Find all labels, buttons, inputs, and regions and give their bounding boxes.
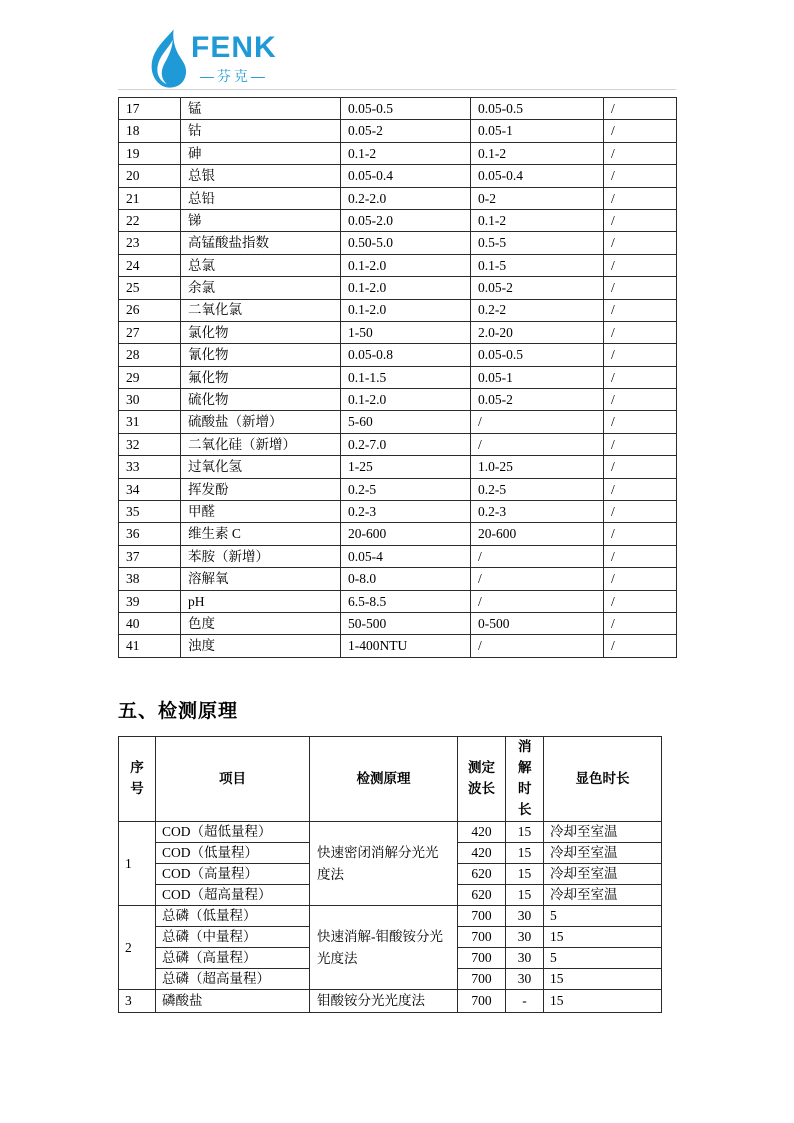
parameter-name: 浊度 bbox=[181, 635, 341, 657]
range-secondary: 2.0-20 bbox=[471, 321, 604, 343]
wavelength-value: 700 bbox=[458, 927, 506, 948]
range-secondary: 0-500 bbox=[471, 612, 604, 634]
wavelength-value: 700 bbox=[458, 906, 506, 927]
range-primary: 50-500 bbox=[341, 612, 471, 634]
principle: 快速消解-钼酸铵分光光度法 bbox=[310, 906, 458, 990]
note: / bbox=[604, 612, 677, 634]
row-number: 35 bbox=[119, 501, 181, 523]
range-primary: 1-400NTU bbox=[341, 635, 471, 657]
table-row bbox=[119, 990, 662, 1013]
principle-table-body bbox=[119, 822, 662, 1013]
parameter-name: 硫酸盐（新增） bbox=[181, 411, 341, 433]
range-primary: 0.1-2.0 bbox=[341, 254, 471, 276]
range-primary: 0.1-2 bbox=[341, 142, 471, 164]
table-row bbox=[119, 523, 677, 545]
header-principle: 检测原理 bbox=[310, 737, 458, 822]
wavelength-value: 700 bbox=[458, 969, 506, 990]
parameter-name: 溶解氧 bbox=[181, 568, 341, 590]
note: / bbox=[604, 411, 677, 433]
parameter-name: 余氯 bbox=[181, 277, 341, 299]
range-table-body bbox=[119, 98, 677, 658]
color-time-value: 冷却至室温 bbox=[544, 885, 662, 906]
note: / bbox=[604, 209, 677, 231]
row-number: 23 bbox=[119, 232, 181, 254]
row-number: 36 bbox=[119, 523, 181, 545]
item-name: COD（超低量程） bbox=[156, 822, 310, 843]
wavelength-value: 620 bbox=[458, 864, 506, 885]
note: / bbox=[604, 389, 677, 411]
note: / bbox=[604, 142, 677, 164]
parameter-name: 硫化物 bbox=[181, 389, 341, 411]
group-number: 1 bbox=[119, 822, 156, 906]
wavelength-value: 420 bbox=[458, 822, 506, 843]
range-primary: 0.1-2.0 bbox=[341, 299, 471, 321]
digestion-time-value: 15 bbox=[506, 843, 544, 864]
range-secondary: 20-600 bbox=[471, 523, 604, 545]
row-number: 18 bbox=[119, 120, 181, 142]
note: / bbox=[604, 478, 677, 500]
note: / bbox=[604, 120, 677, 142]
note: / bbox=[604, 187, 677, 209]
range-secondary: 0-2 bbox=[471, 187, 604, 209]
table-row bbox=[119, 187, 677, 209]
table-row bbox=[119, 366, 677, 388]
color-time-value: 15 bbox=[544, 927, 662, 948]
range-secondary: 0.05-1 bbox=[471, 120, 604, 142]
row-number: 32 bbox=[119, 433, 181, 455]
table-row bbox=[119, 344, 677, 366]
parameter-name: 锑 bbox=[181, 209, 341, 231]
parameter-name: 高锰酸盐指数 bbox=[181, 232, 341, 254]
item-name: COD（超高量程） bbox=[156, 885, 310, 906]
range-primary: 20-600 bbox=[341, 523, 471, 545]
parameter-name: 氯化物 bbox=[181, 321, 341, 343]
parameter-name: 总银 bbox=[181, 165, 341, 187]
brand-name: FENK bbox=[191, 30, 277, 64]
note: / bbox=[604, 98, 677, 120]
row-number: 29 bbox=[119, 366, 181, 388]
item-name: 总磷（高量程） bbox=[156, 948, 310, 969]
table-row bbox=[119, 906, 662, 927]
row-number: 31 bbox=[119, 411, 181, 433]
principle: 快速密闭消解分光光度法 bbox=[310, 822, 458, 906]
range-primary: 0.1-2.0 bbox=[341, 389, 471, 411]
row-number: 34 bbox=[119, 478, 181, 500]
note: / bbox=[604, 433, 677, 455]
range-primary: 5-60 bbox=[341, 411, 471, 433]
row-number: 25 bbox=[119, 277, 181, 299]
parameter-name: 氟化物 bbox=[181, 366, 341, 388]
row-number: 39 bbox=[119, 590, 181, 612]
table-row bbox=[119, 590, 677, 612]
item-name: 总磷（低量程） bbox=[156, 906, 310, 927]
range-secondary: 0.1-5 bbox=[471, 254, 604, 276]
wavelength-value: 700 bbox=[458, 948, 506, 969]
row-number: 20 bbox=[119, 165, 181, 187]
digestion-time-value: 30 bbox=[506, 948, 544, 969]
table-row bbox=[119, 635, 677, 657]
table-row bbox=[119, 568, 677, 590]
range-secondary: / bbox=[471, 568, 604, 590]
row-number: 27 bbox=[119, 321, 181, 343]
item-name: COD（低量程） bbox=[156, 843, 310, 864]
row-number: 41 bbox=[119, 635, 181, 657]
note: / bbox=[604, 590, 677, 612]
parameter-name: 甲醛 bbox=[181, 501, 341, 523]
parameter-name: 色度 bbox=[181, 612, 341, 634]
parameter-name: 砷 bbox=[181, 142, 341, 164]
range-secondary: 0.05-0.5 bbox=[471, 98, 604, 120]
range-primary: 0.05-2.0 bbox=[341, 209, 471, 231]
table-row bbox=[119, 389, 677, 411]
note: / bbox=[604, 523, 677, 545]
color-time-value: 冷却至室温 bbox=[544, 822, 662, 843]
range-primary: 0.2-3 bbox=[341, 501, 471, 523]
note: / bbox=[604, 165, 677, 187]
range-secondary: / bbox=[471, 433, 604, 455]
table-row bbox=[119, 142, 677, 164]
table-row bbox=[119, 478, 677, 500]
row-number: 22 bbox=[119, 209, 181, 231]
parameter-name: pH bbox=[181, 590, 341, 612]
table-row bbox=[119, 299, 677, 321]
parameter-name: 氰化物 bbox=[181, 344, 341, 366]
range-primary: 0.2-2.0 bbox=[341, 187, 471, 209]
range-secondary: 0.5-5 bbox=[471, 232, 604, 254]
group-number: 2 bbox=[119, 906, 156, 990]
wavelength-value: 700 bbox=[458, 990, 506, 1013]
digestion-time-value: 15 bbox=[506, 822, 544, 843]
header-digestion-time: 消解时长 bbox=[506, 737, 544, 822]
range-secondary: 0.05-0.5 bbox=[471, 344, 604, 366]
item-name: 磷酸盐 bbox=[156, 990, 310, 1013]
row-number: 37 bbox=[119, 545, 181, 567]
brand-name-chinese: —芬克— bbox=[199, 67, 268, 84]
row-number: 30 bbox=[119, 389, 181, 411]
header-color-time: 显色时长 bbox=[544, 737, 662, 822]
range-secondary: 1.0-25 bbox=[471, 456, 604, 478]
range-secondary: / bbox=[471, 545, 604, 567]
note: / bbox=[604, 299, 677, 321]
range-primary: 0.2-5 bbox=[341, 478, 471, 500]
note: / bbox=[604, 635, 677, 657]
row-number: 24 bbox=[119, 254, 181, 276]
row-number: 19 bbox=[119, 142, 181, 164]
detection-principle-table bbox=[118, 736, 662, 1013]
range-primary: 0.05-0.5 bbox=[341, 98, 471, 120]
note: / bbox=[604, 344, 677, 366]
row-number: 33 bbox=[119, 456, 181, 478]
digestion-time-value: - bbox=[506, 990, 544, 1013]
digestion-time-value: 15 bbox=[506, 885, 544, 906]
item-name: 总磷（超高量程） bbox=[156, 969, 310, 990]
table-row bbox=[119, 98, 677, 120]
row-number: 40 bbox=[119, 612, 181, 634]
header-item: 项目 bbox=[156, 737, 310, 822]
parameter-name: 锰 bbox=[181, 98, 341, 120]
parameter-name: 二氧化氯 bbox=[181, 299, 341, 321]
item-name: COD（高量程） bbox=[156, 864, 310, 885]
range-secondary: 0.1-2 bbox=[471, 142, 604, 164]
page-break-artifact-line bbox=[118, 89, 676, 90]
parameter-name: 挥发酚 bbox=[181, 478, 341, 500]
water-drop-icon bbox=[145, 28, 187, 90]
range-secondary: 0.05-2 bbox=[471, 389, 604, 411]
range-primary: 1-50 bbox=[341, 321, 471, 343]
range-secondary: / bbox=[471, 635, 604, 657]
color-time-value: 5 bbox=[544, 906, 662, 927]
range-primary: 0.1-1.5 bbox=[341, 366, 471, 388]
range-secondary: / bbox=[471, 411, 604, 433]
note: / bbox=[604, 277, 677, 299]
table-row bbox=[119, 822, 662, 843]
color-time-value: 冷却至室温 bbox=[544, 843, 662, 864]
table-row bbox=[119, 120, 677, 142]
parameter-name: 钴 bbox=[181, 120, 341, 142]
range-secondary: 0.2-5 bbox=[471, 478, 604, 500]
range-secondary: / bbox=[471, 590, 604, 612]
digestion-time-value: 30 bbox=[506, 927, 544, 948]
range-secondary: 0.2-3 bbox=[471, 501, 604, 523]
digestion-time-value: 30 bbox=[506, 906, 544, 927]
note: / bbox=[604, 254, 677, 276]
range-secondary: 0.05-2 bbox=[471, 277, 604, 299]
range-primary: 0.1-2.0 bbox=[341, 277, 471, 299]
note: / bbox=[604, 501, 677, 523]
header-row bbox=[119, 737, 662, 822]
table-row bbox=[119, 612, 677, 634]
parameter-name: 过氧化氢 bbox=[181, 456, 341, 478]
range-primary: 0.50-5.0 bbox=[341, 232, 471, 254]
range-secondary: 0.2-2 bbox=[471, 299, 604, 321]
row-number: 26 bbox=[119, 299, 181, 321]
range-primary: 0.05-2 bbox=[341, 120, 471, 142]
range-primary: 1-25 bbox=[341, 456, 471, 478]
range-primary: 6.5-8.5 bbox=[341, 590, 471, 612]
row-number: 21 bbox=[119, 187, 181, 209]
logo-text bbox=[191, 30, 277, 86]
range-secondary: 0.05-1 bbox=[471, 366, 604, 388]
table-row bbox=[119, 501, 677, 523]
fenk-logo bbox=[145, 28, 277, 90]
table-row bbox=[119, 545, 677, 567]
item-name: 总磷（中量程） bbox=[156, 927, 310, 948]
color-time-value: 15 bbox=[544, 969, 662, 990]
table-row bbox=[119, 321, 677, 343]
parameter-name: 二氧化硅（新增） bbox=[181, 433, 341, 455]
measurement-range-table bbox=[118, 97, 677, 658]
note: / bbox=[604, 568, 677, 590]
range-primary: 0.05-0.4 bbox=[341, 165, 471, 187]
parameter-name: 维生素 C bbox=[181, 523, 341, 545]
principle-table-header bbox=[119, 737, 662, 822]
note: / bbox=[604, 232, 677, 254]
digestion-time-value: 30 bbox=[506, 969, 544, 990]
table-row bbox=[119, 165, 677, 187]
header-serial-number: 序号 bbox=[119, 737, 156, 822]
range-primary: 0.2-7.0 bbox=[341, 433, 471, 455]
parameter-name: 总氯 bbox=[181, 254, 341, 276]
range-secondary: 0.1-2 bbox=[471, 209, 604, 231]
principle: 钼酸铵分光光度法 bbox=[310, 990, 458, 1013]
table-row bbox=[119, 456, 677, 478]
table-row bbox=[119, 433, 677, 455]
digestion-time-value: 15 bbox=[506, 864, 544, 885]
parameter-name: 苯胺（新增） bbox=[181, 545, 341, 567]
row-number: 17 bbox=[119, 98, 181, 120]
wavelength-value: 620 bbox=[458, 885, 506, 906]
range-primary: 0.05-0.8 bbox=[341, 344, 471, 366]
table-row bbox=[119, 411, 677, 433]
parameter-name: 总铅 bbox=[181, 187, 341, 209]
note: / bbox=[604, 545, 677, 567]
color-time-value: 冷却至室温 bbox=[544, 864, 662, 885]
table-row bbox=[119, 254, 677, 276]
range-primary: 0.05-4 bbox=[341, 545, 471, 567]
color-time-value: 5 bbox=[544, 948, 662, 969]
table-row bbox=[119, 209, 677, 231]
section-title: 五、检测原理 bbox=[118, 701, 239, 722]
wavelength-value: 420 bbox=[458, 843, 506, 864]
group-number: 3 bbox=[119, 990, 156, 1013]
row-number: 28 bbox=[119, 344, 181, 366]
range-primary: 0-8.0 bbox=[341, 568, 471, 590]
range-secondary: 0.05-0.4 bbox=[471, 165, 604, 187]
note: / bbox=[604, 366, 677, 388]
note: / bbox=[604, 456, 677, 478]
note: / bbox=[604, 321, 677, 343]
table-row bbox=[119, 232, 677, 254]
row-number: 38 bbox=[119, 568, 181, 590]
color-time-value: 15 bbox=[544, 990, 662, 1013]
table-row bbox=[119, 277, 677, 299]
header-wavelength: 测定波长 bbox=[458, 737, 506, 822]
